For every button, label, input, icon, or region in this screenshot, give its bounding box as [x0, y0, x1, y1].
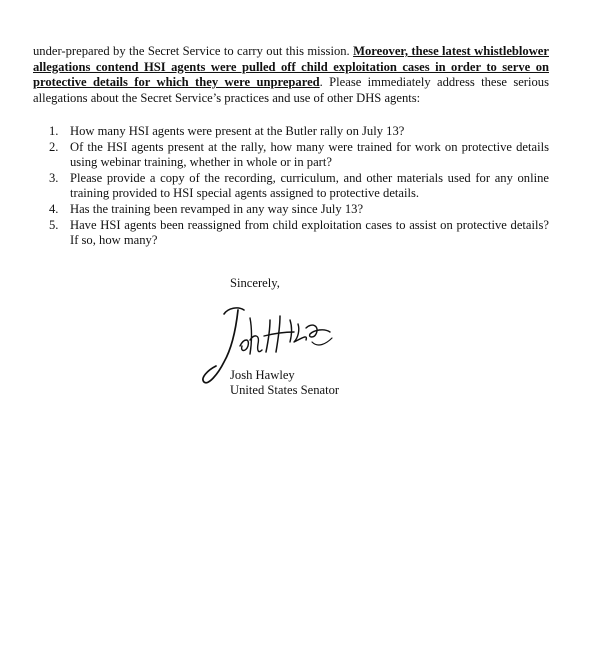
- signer-name: Josh Hawley: [230, 368, 295, 382]
- list-item: [33, 171, 549, 202]
- list-item-text: Of the HSI agents present at the rally, how many were trained for work on protective details using webinar training, whether in whole or in part?: [70, 139, 549, 170]
- list-item: [33, 140, 549, 171]
- list-item-text: Has the training been revamped in any way since July 13?: [70, 201, 364, 216]
- signer-title: United States Senator: [230, 383, 340, 397]
- list-item: [33, 218, 549, 249]
- list-item-text: How many HSI agents were present at the Butler rally on July 13?: [70, 124, 405, 138]
- paragraph-tail: . Please immediately address these serious allegations about the Secret Service’s practices and use of other DHS agents:: [33, 75, 549, 105]
- list-item-text: Please provide a copy of the recording, curriculum, and other materials used for any online training provided to HSI special agents assigned to protective details.: [70, 170, 549, 201]
- list-item: [33, 202, 549, 218]
- letter-paragraph: [33, 44, 549, 106]
- list-item-number: 5.: [49, 217, 59, 232]
- list-item-text: Have HSI agents been reassigned from child exploitation cases to assist on protective details? If so, how many?: [70, 217, 549, 248]
- paragraph-lead: under-prepared by the Secret Service to carry out this mission.: [33, 44, 354, 58]
- list-item: [33, 124, 549, 140]
- list-item-number: 3.: [49, 170, 59, 185]
- list-item-number: 2.: [49, 139, 59, 154]
- question-list: [33, 124, 549, 249]
- list-item-number: 4.: [49, 201, 59, 216]
- list-item-number: 1.: [49, 124, 59, 138]
- closing-salutation: Sincerely,: [230, 276, 280, 290]
- paragraph-emphasis: Moreover, these latest whistleblower allegations contend HSI agents were pulled off child exploitation cases in order to serve on protective details for which they were unprepared: [33, 44, 549, 90]
